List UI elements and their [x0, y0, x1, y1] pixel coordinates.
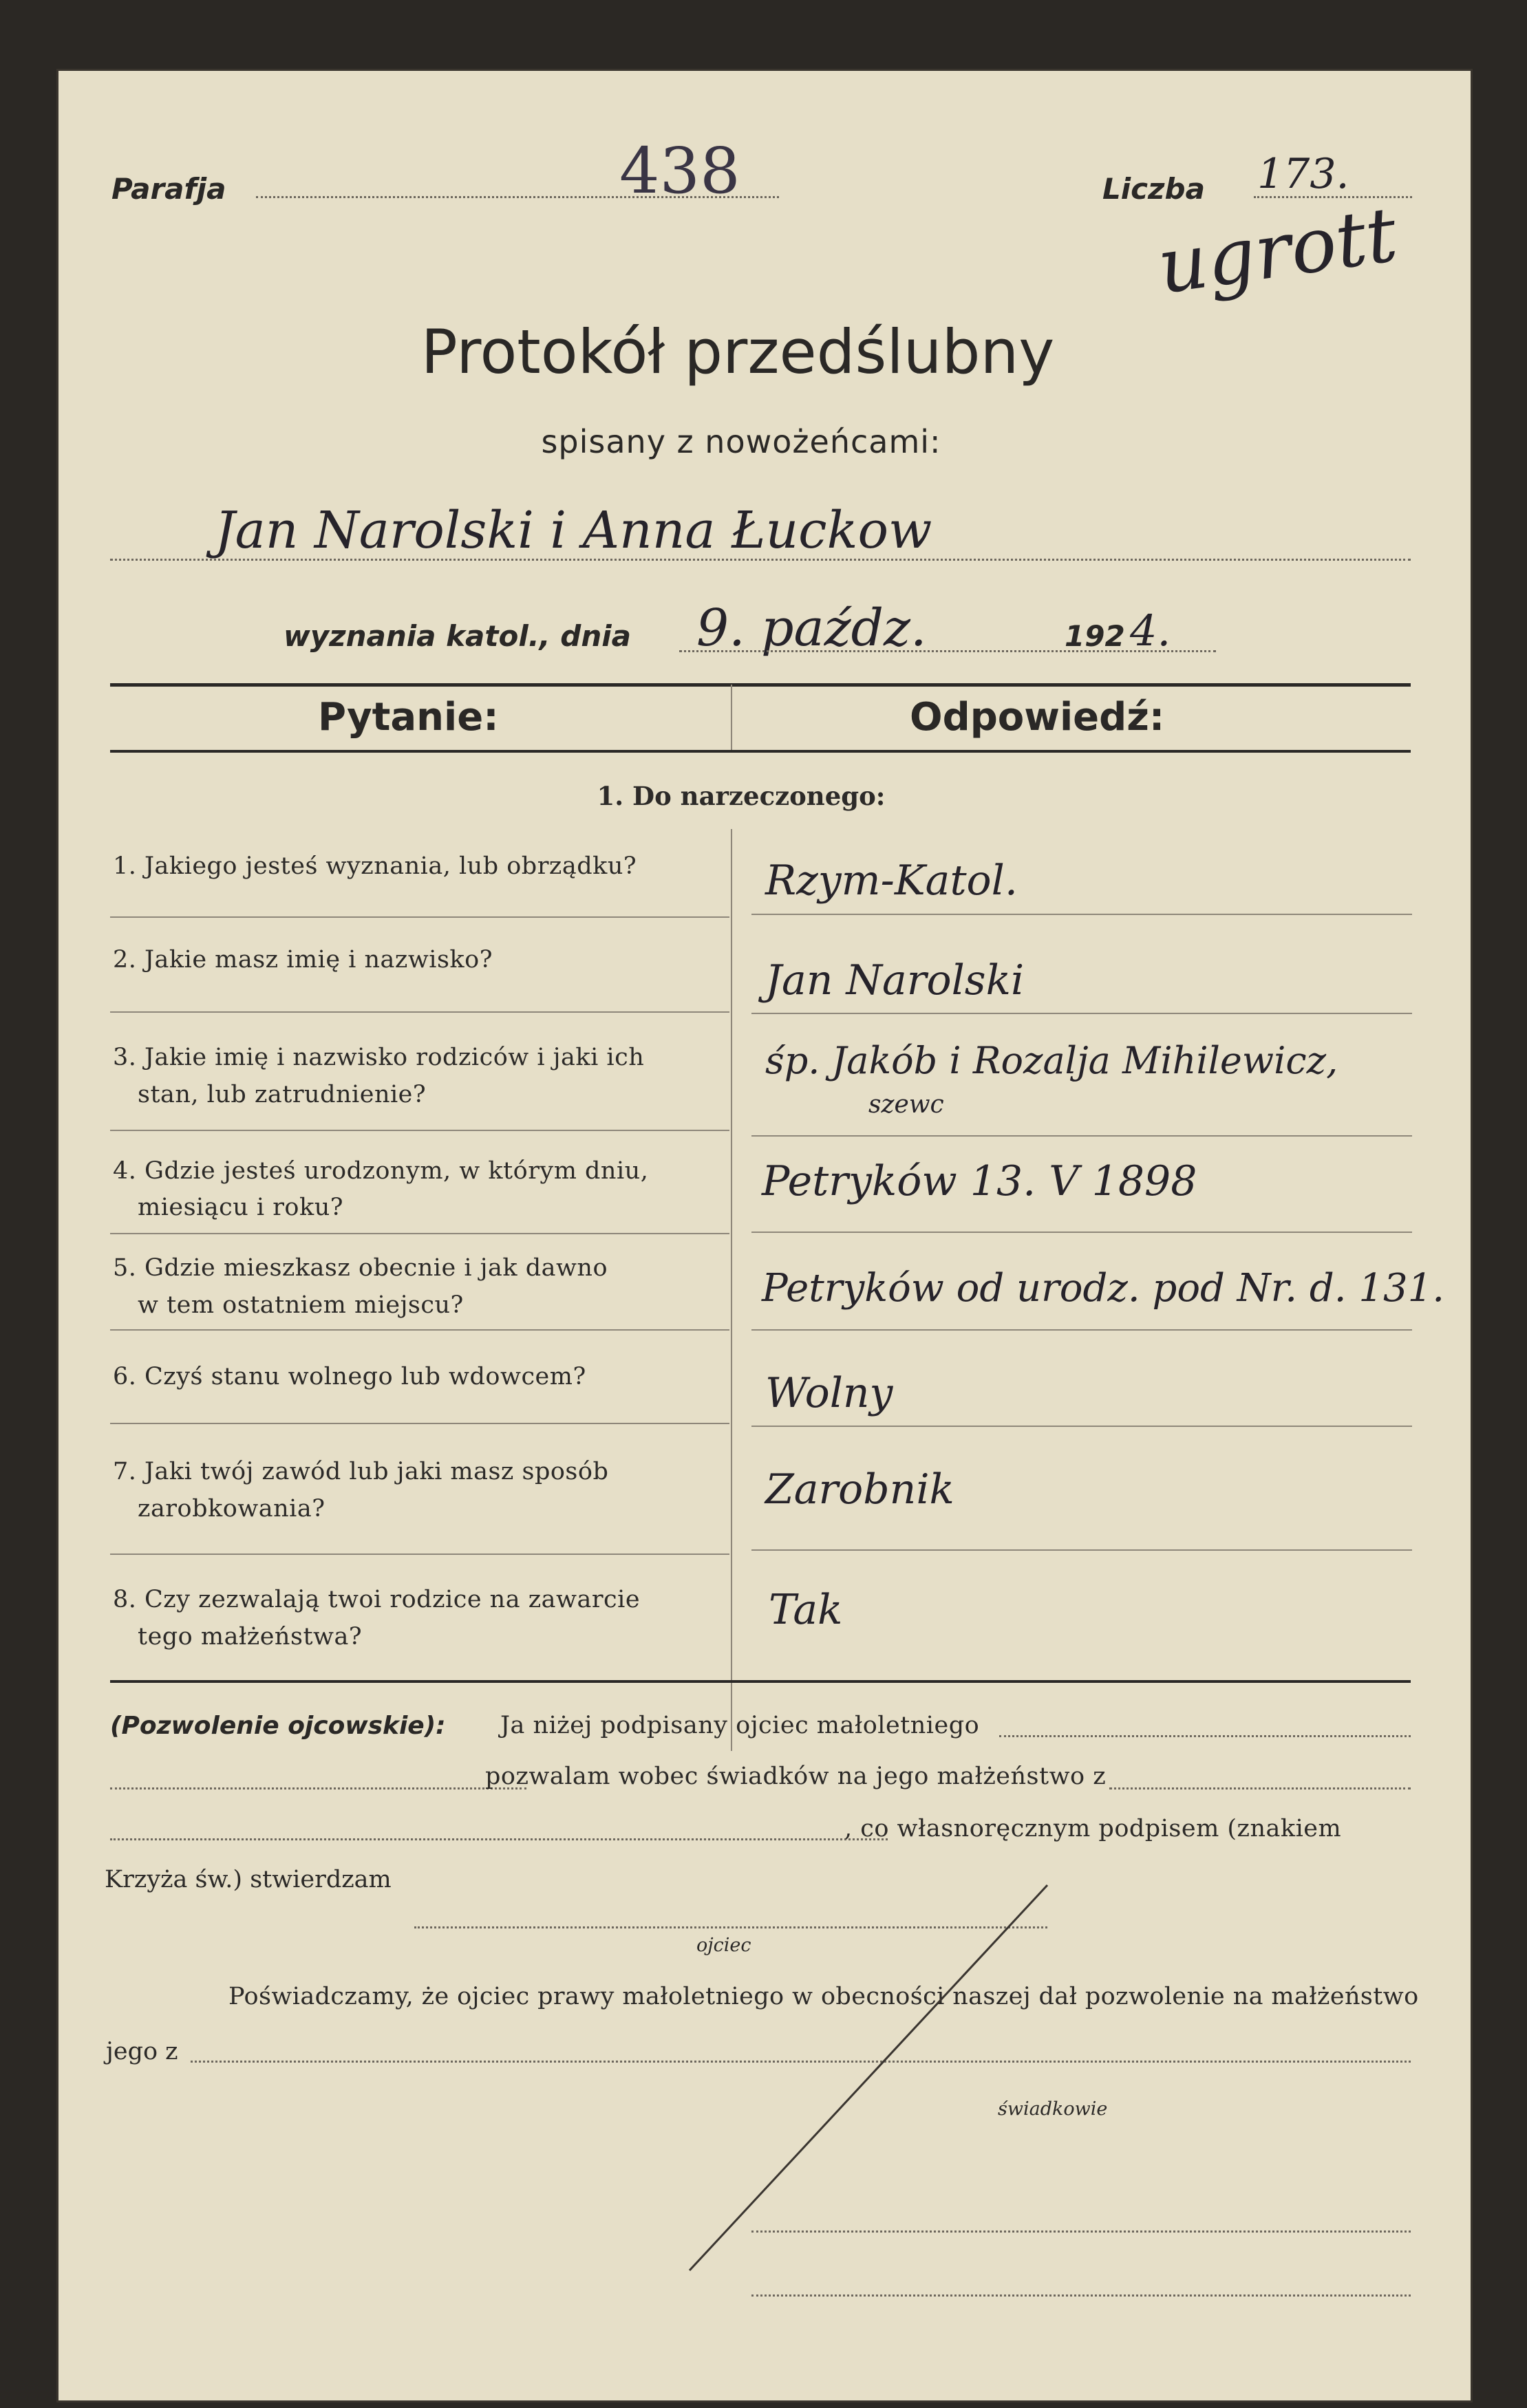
parish-number: 438: [619, 134, 740, 208]
row-rule: [110, 1233, 729, 1234]
answer-1: Rzym-Katol.: [765, 857, 1018, 905]
confession-date: 9. paźdz.: [696, 599, 927, 658]
permission-line-1: Ja niżej podpisany ojciec małoletniego: [500, 1712, 980, 1739]
question-1: 1. Jakiego jesteś wyznania, lub obrządku?: [113, 852, 637, 880]
question-6: 6. Czyś stanu wolnego lub wdowcem?: [113, 1363, 586, 1390]
question-3: 3. Jakie imię i nazwisko rodziców i jaki ich: [113, 1044, 645, 1071]
question-8: 8. Czy zezwalają twoi rodzice na zawarcie: [113, 1586, 641, 1613]
answer-column-header: Odpowiedź:: [910, 695, 1165, 740]
permission-heading: (Pozwolenie ojcowskie):: [110, 1712, 446, 1740]
row-rule: [751, 1549, 1412, 1551]
permission-line-3: , co własnoręcznym podpisem (znakiem: [844, 1815, 1342, 1842]
question-4-cont: miesiącu i roku?: [138, 1194, 344, 1221]
question-3-cont: stan, lub zatrudnienie?: [138, 1081, 427, 1108]
couple-line: [110, 559, 1411, 561]
answer-2: Jan Narolski: [765, 956, 1025, 1004]
father-label: ojciec: [696, 1935, 751, 1956]
row-rule: [110, 1554, 729, 1555]
side-note: ugrott: [1152, 190, 1402, 311]
row-rule: [751, 1232, 1412, 1233]
row-rule: [110, 1011, 729, 1013]
document-subtitle: spisany z nowożeńcami:: [541, 423, 941, 460]
year-printed: 192: [1065, 619, 1125, 653]
row-rule: [751, 1135, 1412, 1137]
confession-label: wyznania katol., dnia: [284, 619, 631, 653]
document-title: Protokół przedślubny: [420, 316, 1055, 387]
parish-label: Parafja: [111, 172, 226, 206]
row-rule: [110, 1130, 729, 1131]
header-rule-top: [110, 683, 1411, 687]
question-5-cont: w tem ostatniem miejscu?: [138, 1291, 464, 1319]
couple-names: Jan Narolski i Anna Łuckow: [215, 501, 932, 560]
question-column-header: Pytanie:: [318, 695, 499, 740]
answer-8: Tak: [769, 1586, 843, 1634]
table-rule-bottom: [110, 1680, 1411, 1683]
section-heading: 1. Do narzeczonego:: [597, 781, 886, 811]
blank-line: [1109, 1787, 1411, 1789]
question-7-cont: zarobkowania?: [138, 1495, 325, 1523]
question-5: 5. Gdzie mieszkasz obecnie i jak dawno: [113, 1254, 608, 1282]
question-7: 7. Jaki twój zawód lub jaki masz sposób: [113, 1458, 609, 1485]
row-rule: [110, 1329, 729, 1331]
question-4: 4. Gdzie jesteś urodzonym, w którym dniu,: [113, 1157, 649, 1185]
header-rule-bottom: [110, 750, 1411, 753]
count-label: Liczba: [1102, 172, 1205, 206]
table-divider: [731, 829, 732, 1751]
answer-3-occupation: szewc: [868, 1090, 944, 1119]
diagonal-strike: [676, 1871, 1061, 2284]
answer-7: Zarobnik: [765, 1465, 954, 1514]
row-rule: [110, 916, 729, 918]
witnesses-label: świadkowie: [998, 2098, 1108, 2120]
attestation-text-2: jego z: [106, 2038, 178, 2065]
header-divider: [731, 685, 732, 750]
row-rule: [751, 1426, 1412, 1427]
answer-6: Wolny: [765, 1369, 893, 1417]
permission-line-2: pozwalam wobec świadków na jego małżeństwo z: [485, 1763, 1107, 1790]
witness-line: [751, 2294, 1411, 2297]
blank-line: [110, 1787, 526, 1789]
answer-3: śp. Jakób i Rozalja Mihilewicz,: [765, 1039, 1338, 1082]
row-rule: [751, 914, 1412, 915]
answer-4: Petryków 13. V 1898: [762, 1157, 1197, 1205]
count-value: 173.: [1257, 150, 1349, 198]
question-2: 2. Jakie masz imię i nazwisko?: [113, 946, 493, 974]
blank-line: [110, 1838, 888, 1840]
attestation-text: Poświadczamy, że ojciec prawy małoletniego w obecności naszej dał pozwolenie na małżeństwo: [228, 1983, 1419, 2010]
question-8-cont: tego małżeństwa?: [138, 1623, 363, 1651]
year-written: 4.: [1130, 605, 1171, 656]
blank-line: [999, 1735, 1411, 1737]
document-sheet: [56, 69, 1473, 2402]
permission-line-4: Krzyża św.) stwierdzam: [105, 1866, 392, 1893]
row-rule: [751, 1329, 1412, 1331]
row-rule: [110, 1423, 729, 1424]
answer-5: Petryków od urodz. pod Nr. d. 131.: [762, 1266, 1445, 1311]
row-rule: [751, 1013, 1412, 1014]
